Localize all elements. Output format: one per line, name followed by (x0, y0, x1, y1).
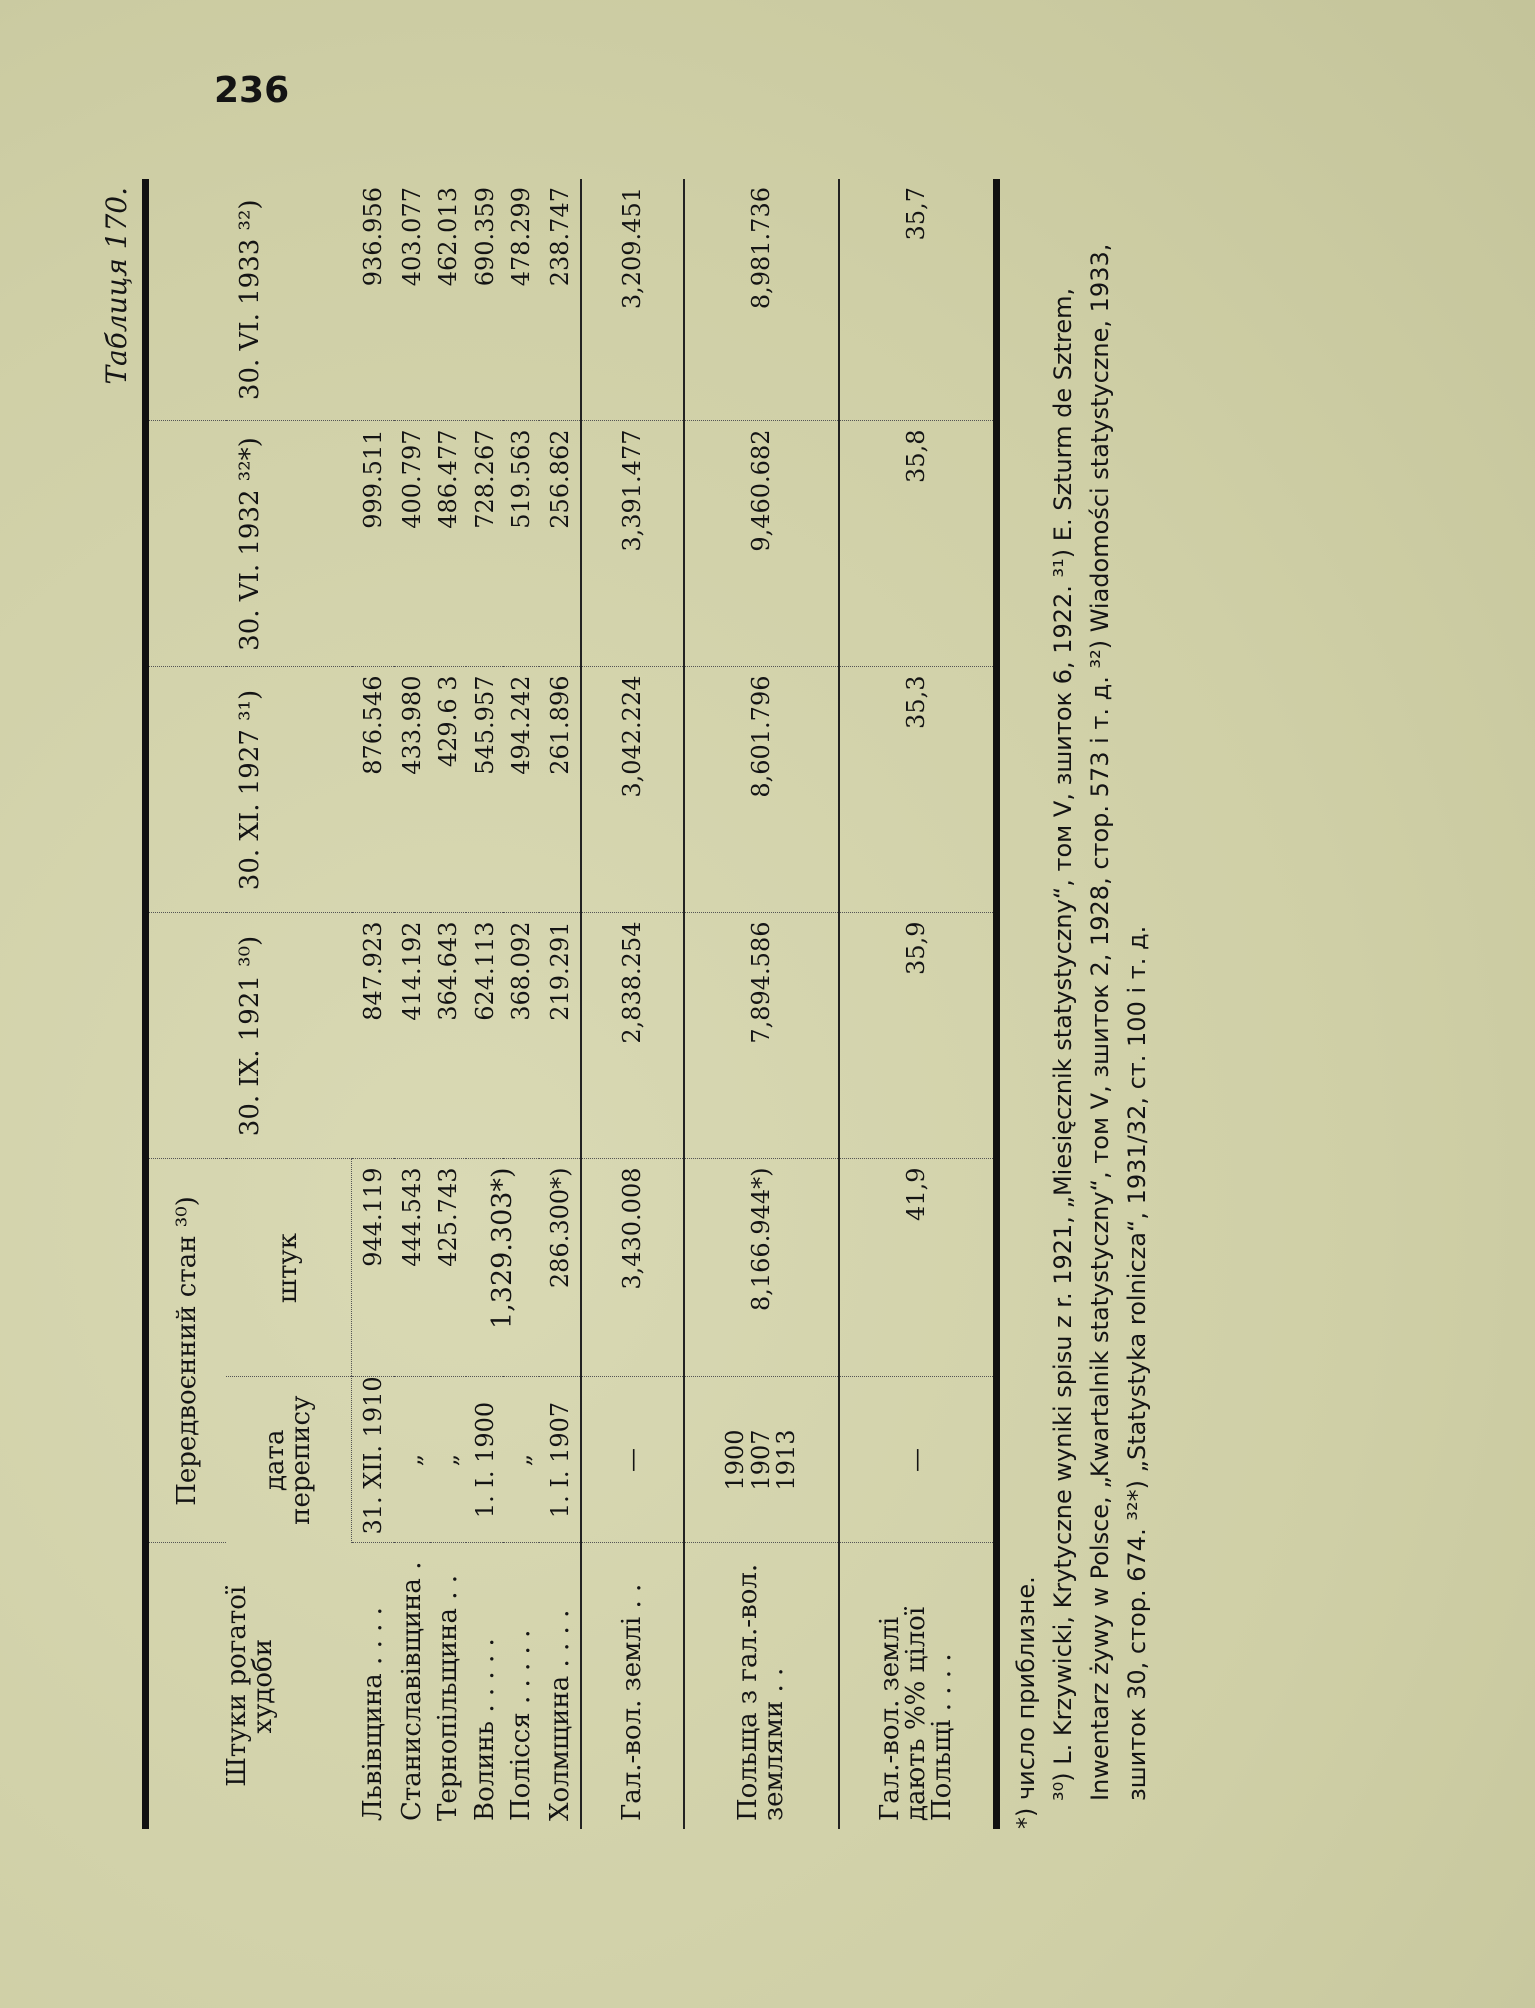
period-header: 30. XI. 1927 ³¹) (146, 667, 352, 913)
prewar-count: 286.300*) (539, 1159, 582, 1377)
value-cell: 414.192 (394, 913, 430, 1159)
share-label: Гал.-вол. землі дають %% цілої Польщі . . . . (839, 1543, 997, 1829)
value-cell: 690.359 (466, 179, 502, 421)
value-cell: 2,838.254 (581, 913, 683, 1159)
value-cell: 7,894.586 (684, 913, 839, 1159)
poland-row (684, 179, 839, 1829)
table-row (466, 179, 502, 1829)
value-cell: 429.6 3 (430, 667, 466, 913)
value-cell: 8,601.796 (684, 667, 839, 913)
value-cell: 478.299 (503, 179, 539, 421)
value-cell: 261.896 (539, 667, 582, 913)
region-name: Станиславівщина . (397, 1561, 428, 1821)
poland-census-dates (684, 1377, 839, 1543)
value-cell: 3,209.451 (581, 179, 683, 421)
value-cell: 35,9 (839, 913, 997, 1159)
region-name: Холмщина . . . . (544, 1609, 575, 1821)
census-date: 1. I. 1907 (539, 1377, 582, 1543)
period-header: 30. IX. 1921 ³⁰) (146, 913, 352, 1159)
prewar-count-merged: 1,329.303*) (466, 1159, 538, 1377)
census-year: 1907 (746, 1429, 775, 1491)
prewar-count: 8,166.944*) (684, 1159, 839, 1377)
totals-row (581, 179, 683, 1829)
value-cell: 3,391.477 (581, 421, 683, 667)
value-cell: 35,7 (839, 179, 997, 421)
page-number: 236 (214, 70, 290, 111)
value-cell: 936.956 (352, 179, 395, 421)
value-cell: 519.563 (503, 421, 539, 667)
table-caption: Таблиця 170. (100, 187, 133, 385)
period-header: 30. VI. 1932 ³²*) (146, 421, 352, 667)
census-date: „ (430, 1377, 466, 1543)
census-date: 31. XII. 1910 (352, 1377, 395, 1543)
value-cell: 368.092 (503, 913, 539, 1159)
period-header: 30. VI. 1933 ³²) (146, 179, 352, 421)
prewar-count: 425.743 (430, 1159, 466, 1377)
count-header: штук (226, 1159, 352, 1377)
prewar-count: 3,430.008 (581, 1159, 683, 1377)
prewar-count: 41,9 (839, 1159, 997, 1377)
census-date: „ (503, 1377, 539, 1543)
value-cell: 433.980 (394, 667, 430, 913)
region-name: Львівщина . . . . (357, 1607, 388, 1821)
value-cell: 545.957 (466, 667, 502, 913)
poland-label: Польща з гал.-вол. землями . . (684, 1543, 839, 1829)
value-cell: 400.797 (394, 421, 430, 667)
value-cell: 876.546 (352, 667, 395, 913)
value-cell: 364.643 (430, 913, 466, 1159)
value-cell: 494.242 (503, 667, 539, 913)
value-cell: 486.477 (430, 421, 466, 667)
value-cell: 403.077 (394, 179, 430, 421)
table-row (503, 179, 539, 1829)
census-date: „ (394, 1377, 430, 1543)
value-cell: 3,042.224 (581, 667, 683, 913)
census-year: 1900 (721, 1429, 750, 1491)
census-date: — (581, 1377, 683, 1543)
table-row (352, 179, 395, 1829)
table-row (539, 179, 582, 1829)
share-row (839, 179, 997, 1829)
region-name: Полісся . . . . . (505, 1629, 536, 1821)
prewar-count: 944.119 (352, 1159, 395, 1377)
footnote-sources: ³⁰) L. Krzywicki, Krytyczne wyniki spisu z r. 1921, „Miesięcznik statystyczny“, том V, зшиток 6, 1922. ³¹) E. Szturm de Sztrem, Inwentarz żywy w Polsce, „Kwartalnik statystyczny“, том V, зшиток 2, 1928, стор. 573 і т. д. ³²) Wiadomości statystyczne, 1933, зшиток 30, стор. 674. ³²*) „Statystyka rolnicza“, 1931/32, ст. 100 і т. д. (1049, 243, 1151, 1801)
value-cell: 238.747 (539, 179, 582, 421)
region-name: Тернопільщина . . (433, 1574, 464, 1821)
census-date: 1. I. 1900 (466, 1377, 502, 1543)
prewar-count: 444.543 (394, 1159, 430, 1377)
value-cell: 219.291 (539, 913, 582, 1159)
cattle-table (142, 179, 1000, 1829)
row-label-header: Штуки рогатої худоби (222, 1585, 279, 1787)
value-cell: 728.267 (466, 421, 502, 667)
totals-label: Гал.-вол. землі . . (581, 1543, 683, 1829)
census-year: 1913 (771, 1429, 800, 1491)
rotated-table-block (100, 179, 1300, 1829)
footnote-approx: *) число приблизне. (1012, 1576, 1040, 1829)
footnotes (1008, 179, 1156, 1829)
value-cell: 8,981.736 (684, 179, 839, 421)
value-cell: 35,3 (839, 667, 997, 913)
value-cell: 35,8 (839, 421, 997, 667)
value-cell: 462.013 (430, 179, 466, 421)
region-name: Волинь . . . . . (469, 1638, 500, 1821)
value-cell: 624.113 (466, 913, 502, 1159)
value-cell: 847.923 (352, 913, 395, 1159)
table-row (430, 179, 466, 1829)
value-cell: 9,460.682 (684, 421, 839, 667)
prewar-group-header: Передвоєнний стан ³⁰) (146, 1159, 226, 1543)
table-row (394, 179, 430, 1829)
census-date-header: дата перепису (226, 1377, 352, 1543)
census-date: — (839, 1377, 997, 1543)
value-cell: 256.862 (539, 421, 582, 667)
value-cell: 999.511 (352, 421, 395, 667)
